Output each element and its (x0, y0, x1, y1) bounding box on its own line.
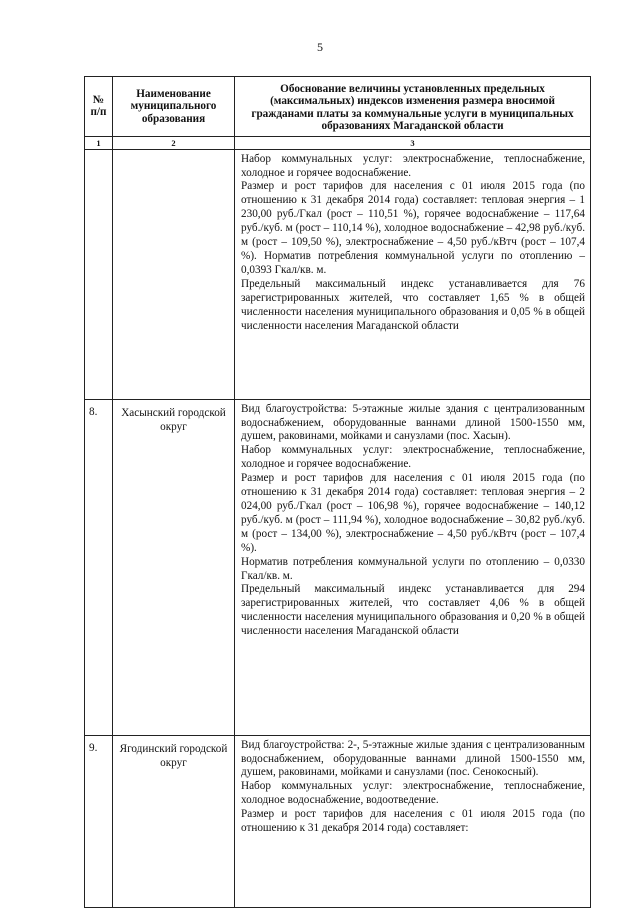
justification-paragraph: Вид благоустройства: 5-этажные жилые здания с централизованным водоснабжением, оборудованные ваннами длиной 1500-1550 мм, душем, раковинами, мойками и санузлами (пос. Хасын). (241, 402, 585, 443)
justification-paragraph: Размер и рост тарифов для населения с 01 июля 2015 года (по отношению к 31 декабря 2014 года) составляет: тепловая энергия – 1 230,00 руб./Гкал (рост – 110,51 %), горячее водоснабжение – 117,64 руб./куб. м (рост – 110,14 %), холодное водоснабжение – 42,98 руб./куб. м (рост – 109,50 %), электроснабжение – 4,50 руб./кВтч (рост – 107,4 %). Норматив потребления коммунальной услуги по отоплению – 0,0393 Гкал/кв. м. (241, 180, 585, 276)
tariff-table (84, 76, 591, 908)
municipality-name: Хасынский городской округ (113, 399, 235, 735)
justification-paragraph: Предельный максимальный индекс устанавливается для 294 зарегистрированных жителей, что составляет 4,06 % в общей численности населения муниципального образования и 0,20 % в общей численности населения Магаданской области (241, 583, 585, 638)
justification-cell (235, 735, 591, 907)
table-row (85, 149, 591, 399)
justification-paragraph: Размер и рост тарифов для населения с 01 июля 2015 года (по отношению к 31 декабря 2014 года) составляет: тепловая энергия – 2 024,00 руб./Гкал (рост – 106,98 %), горячее водоснабжение – 140,12 руб./куб. м (рост – 111,94 %), холодное водоснабжение – 30,82 руб./куб. м (рост – 134,00 %), электроснабжение – 4,50 руб./кВтч (рост – 107,4 %). (241, 472, 585, 554)
justification-paragraph: Размер и рост тарифов для населения с 01 июля 2015 года (по отношению к 31 декабря 2014 года) составляет: (241, 808, 585, 835)
justification-cell (235, 149, 591, 399)
table-row (85, 399, 591, 735)
row-number: 8. (85, 399, 113, 735)
column-number: 1 (85, 136, 113, 149)
municipality-name (113, 149, 235, 399)
header-number: № п/п (85, 77, 113, 137)
row-number: 9. (85, 735, 113, 907)
justification-paragraph: Набор коммунальных услуг: электроснабжение, теплоснабжение, холодное водоснабжение, водоотведение. (241, 780, 585, 807)
justification-cell (235, 399, 591, 735)
justification-paragraph: Вид благоустройства: 2-, 5-этажные жилые здания с централизованным водоснабжением, оборудованные ваннами длиной 1500-1550 мм, душем, раковинами, мойками и санузлами (пос. Сенокосный). (241, 738, 585, 779)
table-header-row (85, 77, 591, 137)
justification-paragraph: Норматив потребления коммунальной услуги по отоплению – 0,0330 Гкал/кв. м. (241, 555, 585, 582)
column-number-row (85, 136, 591, 149)
table-row (85, 735, 591, 907)
justification-paragraph: Набор коммунальных услуг: электроснабжение, теплоснабжение, холодное и горячее водоснабжение. (241, 152, 585, 179)
justification-paragraph: Предельный максимальный индекс устанавливается для 76 зарегистрированных жителей, что составляет 1,65 % в общей численности населения муниципального образования и 0,05 % в общей численности населения Магаданской области (241, 277, 585, 332)
municipality-name: Ягодинский городской округ (113, 735, 235, 907)
header-municipality: Наименование муниципального образования (113, 77, 235, 137)
page-number: 5 (317, 40, 323, 54)
column-number: 2 (113, 136, 235, 149)
justification-paragraph: Набор коммунальных услуг: электроснабжение, теплоснабжение, холодное и горячее водоснабжение. (241, 444, 585, 471)
row-number (85, 149, 113, 399)
column-number: 3 (235, 136, 591, 149)
header-justification: Обоснование величины установленных предельных (максимальных) индексов изменения размера вносимой гражданами платы за коммунальные услуги в муниципальных образованиях Магаданской области (235, 77, 591, 137)
